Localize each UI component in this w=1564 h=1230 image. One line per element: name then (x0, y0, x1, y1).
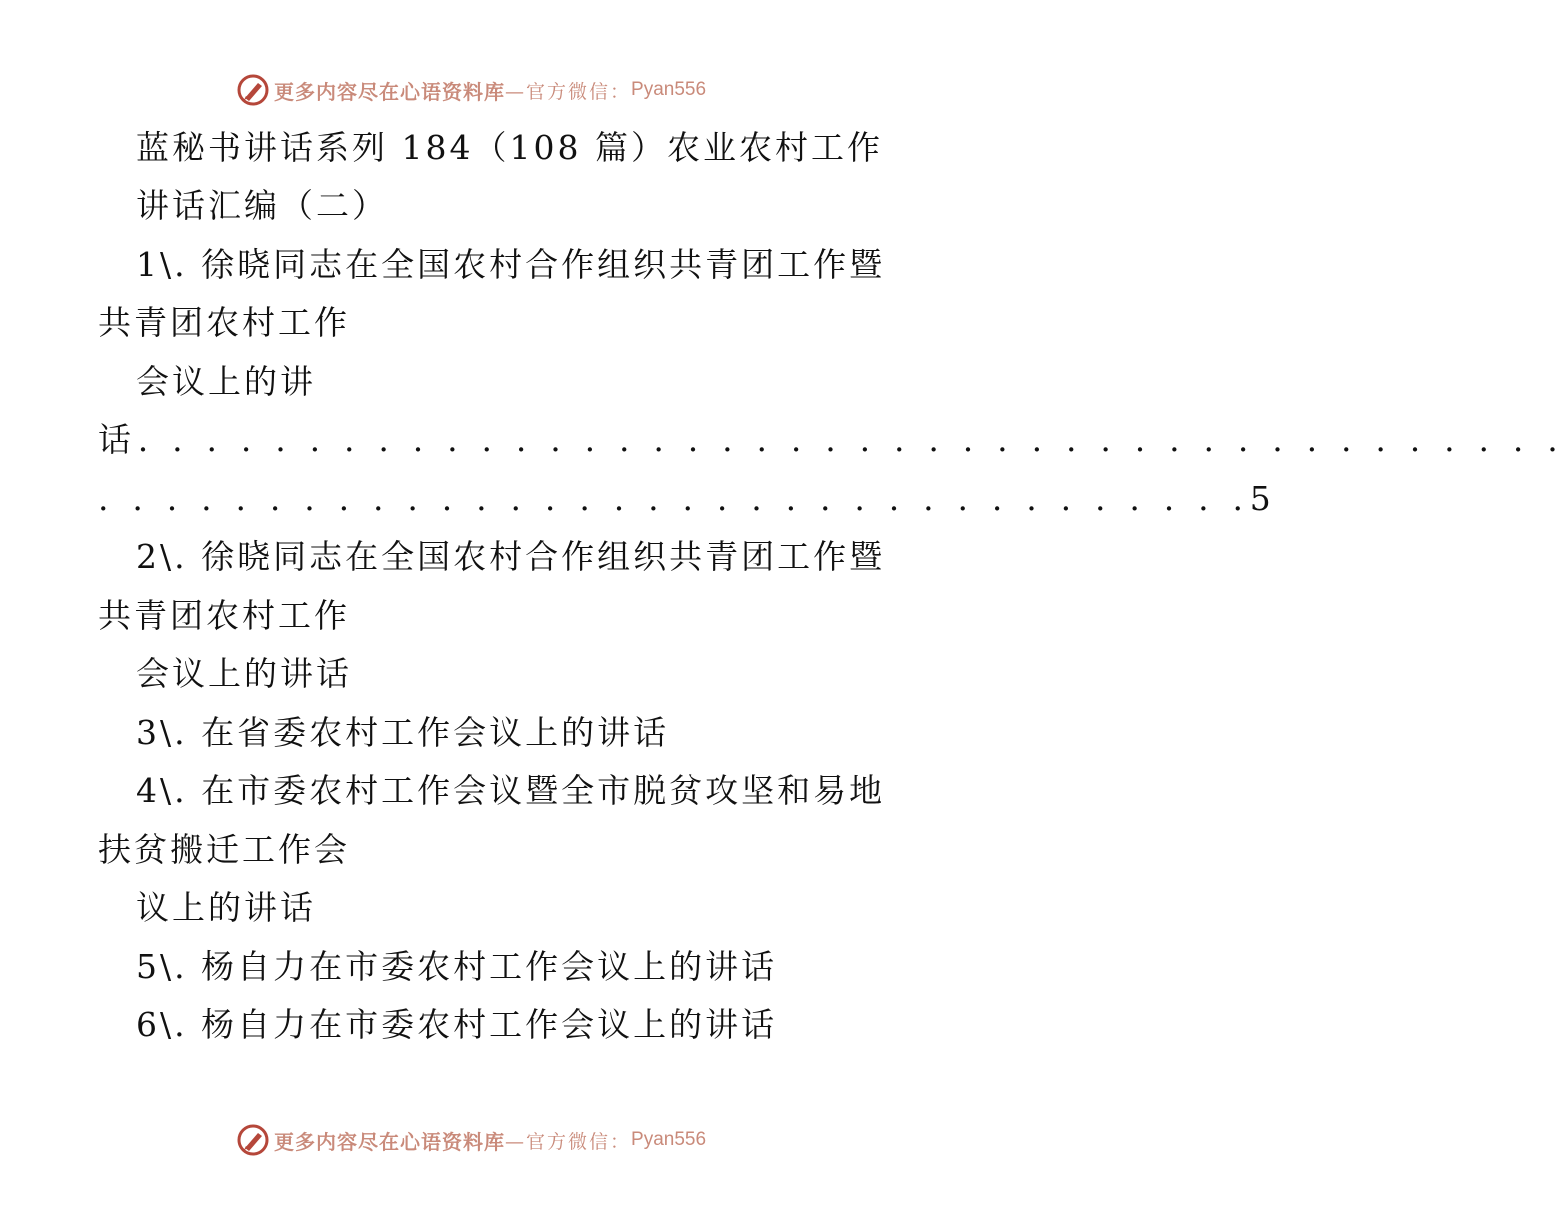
toc-item-3: 3\. 在省委农村工作会议上的讲话 (136, 713, 670, 752)
footer-watermark (236, 1122, 756, 1158)
document-title-line1: 蓝秘书讲话系列 184（108 篇）农业农村工作 (136, 128, 883, 167)
pen-logo-icon (236, 1123, 270, 1157)
watermark-wechat-label: —官方微信： (505, 1130, 632, 1153)
watermark-wechat-label: —官方微信： (505, 80, 632, 103)
watermark-text: 更多内容尽在心语资料库 (274, 79, 505, 104)
toc-item-2-line2: 共青团农村工作 (98, 596, 350, 635)
toc-item-1-leader: 话. . . . . . . . . . . . . . . . . . . . . . . . . . . . . . . . . . . . . . . . . . (98, 420, 1564, 459)
toc-item-1-page: . . . . . . . . . . . . . . . . . . . . . . . . . . . . . . . . . .5 (98, 479, 1278, 518)
toc-item-2-line3: 会议上的讲话 (136, 654, 352, 693)
toc-item-4-line3: 议上的讲话 (136, 888, 316, 927)
toc-item-6: 6\. 杨自力在市委农村工作会议上的讲话 (136, 1005, 778, 1044)
toc-item-1-line3: 会议上的讲 (136, 362, 316, 401)
watermark-text: 更多内容尽在心语资料库 (274, 1129, 505, 1154)
toc-item-4-line2: 扶贫搬迁工作会 (98, 830, 350, 869)
toc-item-5: 5\. 杨自力在市委农村工作会议上的讲话 (136, 947, 778, 986)
header-watermark (236, 72, 756, 108)
watermark-wechat-id: Pyan556 (631, 1129, 707, 1150)
toc-item-1-line2: 共青团农村工作 (98, 303, 350, 342)
toc-item-2-line1: 2\. 徐晓同志在全国农村合作组织共青团工作暨 (136, 537, 886, 576)
toc-item-4-line1: 4\. 在市委农村工作会议暨全市脱贫攻坚和易地 (136, 771, 886, 810)
watermark-wechat-id: Pyan556 (631, 79, 707, 100)
document-title-line2: 讲话汇编（二） (136, 186, 388, 225)
pen-logo-icon (236, 73, 270, 107)
toc-item-1-line1: 1\. 徐晓同志在全国农村合作组织共青团工作暨 (136, 245, 886, 284)
